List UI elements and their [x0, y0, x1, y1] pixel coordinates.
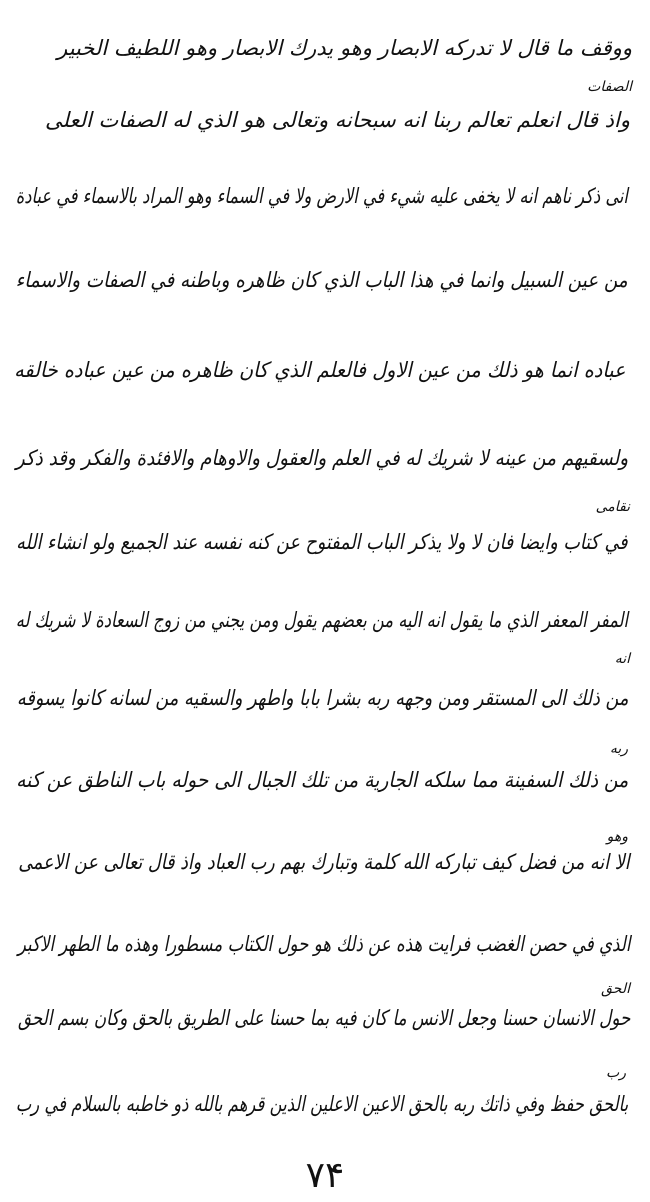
margin-note-2: نقامى	[595, 499, 630, 515]
text-line-2: واذ قال انعلم تعالم ربنا انه سبحانه وتعالى هو الذي له الصفات العلى	[44, 108, 630, 132]
margin-note-1: الصفات	[587, 79, 632, 95]
margin-note-4: ربه	[609, 741, 628, 757]
text-line-11: الا انه من فضل كيف تباركه الله كلمة وتبارك بهم رب العباد واذ قال تعالى عن الاعمى	[18, 850, 630, 874]
text-line-12: الذي في حصن الغضب فرايت هذه عن ذلك هو حول الكتاب مسطورا وهذه ما الطهر الاكبر	[17, 932, 630, 956]
text-line-14: بالحق حفظ وفي ذاتك ربه بالحق الاعين الاعلين الذين قرهم بالله ذو خاطبه بالسلام في رب	[15, 1092, 628, 1116]
margin-note-7: رب	[606, 1065, 626, 1081]
text-line-13: حول الانسان حسنا وجعل الانس ما كان فيه بما حسنا على الطريق بالحق وكان بسم الحق	[17, 1006, 630, 1030]
text-line-9: من ذلك الى المستقر ومن وجهه ربه بشرا بابا واطهر والسقيه من لسانه كانوا يسوقه	[16, 686, 628, 710]
text-line-10: من ذلك السفينة مما سلكه الجارية من تلك الجبال الى حوله باب الناطق عن كنه	[15, 768, 628, 792]
text-line-6: ولسقيهم من عينه لا شريك له في العلم والعقول والاوهام والافئدة والفكر وقد ذكر	[15, 446, 628, 470]
margin-note-6: الحق	[601, 981, 630, 997]
text-line-4: من عين السبيل وانما في هذا الباب الذي كان ظاهره وباطنه في الصفات والاسماء	[15, 268, 628, 292]
text-line-5: عباده انما هو ذلك من عين الاول فالعلم الذي كان ظاهره من عين عباده خالقه	[14, 358, 626, 382]
text-line-8: المفر المعفر الذي ما يقول انه اليه من بعضهم يقول ومن يجني من زوج السعادة لا شريك له	[15, 608, 628, 632]
margin-note-5: وهو	[606, 829, 628, 845]
text-line-3: انى ذكر ناهم انه لا يخفى عليه شيء في الارض ولا في السماء وهو المراد بالاسماء في عبادة	[15, 184, 628, 208]
text-line-1: ووقف ما قال لا تدركه الابصار وهو يدرك الابصار وهو اللطيف الخبير	[57, 36, 632, 60]
text-line-7: في كتاب وايضا فان لا ولا يذكر الباب المفتوح عن كنه نفسه عند الجميع ولو انشاء الله	[16, 530, 628, 554]
margin-note-3: انه	[614, 651, 630, 667]
page-number: ۷۴	[305, 1155, 345, 1196]
